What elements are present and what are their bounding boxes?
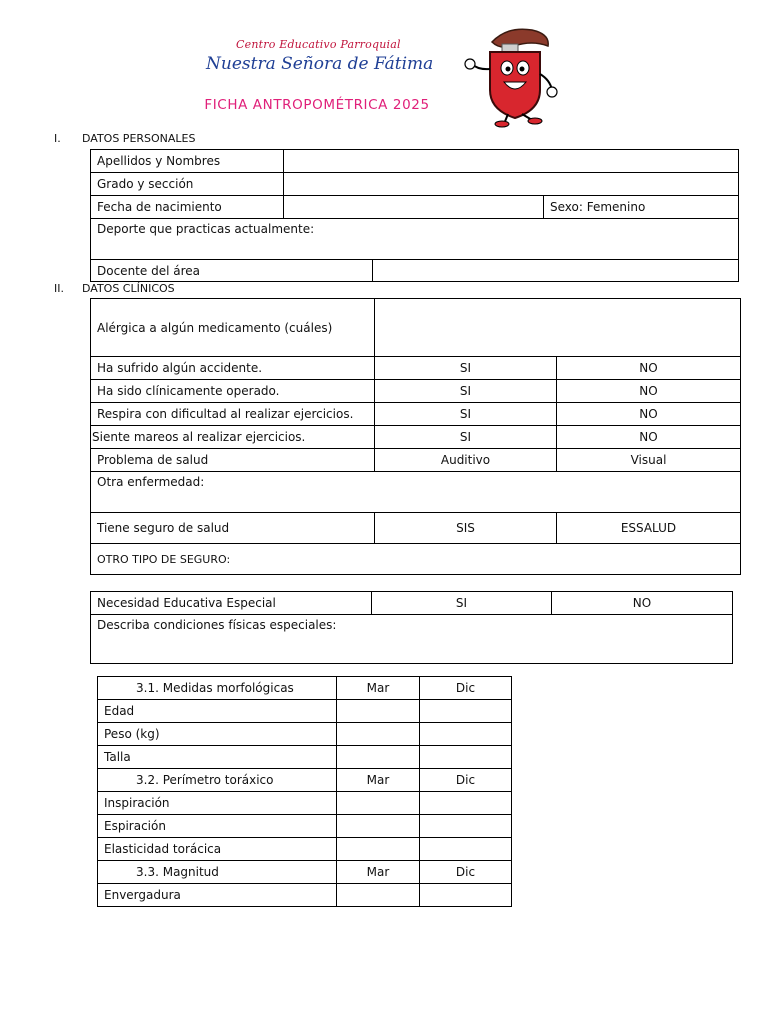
question-label: Problema de salud [91,449,375,472]
option-no[interactable]: NO [557,403,741,426]
option-si[interactable]: SI [375,426,557,449]
measure-label: Elasticidad torácica [98,838,337,861]
measure-mar-input[interactable] [337,815,420,838]
option-visual[interactable]: Visual [557,449,741,472]
measure-mar-input[interactable] [337,792,420,815]
col-dic: Dic [420,769,512,792]
col-mar: Mar [337,677,420,700]
option-essalud[interactable]: ESSALUD [557,513,741,544]
label-grado: Grado y sección [91,173,284,196]
option-si[interactable]: SI [375,380,557,403]
option-no[interactable]: NO [557,357,741,380]
measures-heading: 3.1. Medidas morfológicas [98,677,337,700]
question-label: Ha sido clínicamente operado. [91,380,375,403]
measure-dic-input[interactable] [420,700,512,723]
option-si[interactable]: SI [372,592,552,615]
measure-label: Envergadura [98,884,337,907]
input-fecha[interactable] [284,196,544,219]
measure-mar-input[interactable] [337,746,420,769]
measure-dic-input[interactable] [420,884,512,907]
input-grado[interactable] [284,173,739,196]
option-si[interactable]: SI [375,403,557,426]
label-alergia: Alérgica a algún medicamento (cuáles) [91,299,375,357]
measure-label: Inspiración [98,792,337,815]
measure-dic-input[interactable] [420,815,512,838]
measure-mar-input[interactable] [337,838,420,861]
option-no[interactable]: NO [552,592,733,615]
page-title: FICHA ANTROPOMÉTRICA 2025 [204,97,430,113]
school-name-line1: Centro Educativo Parroquial [236,38,401,51]
option-sis[interactable]: SIS [375,513,557,544]
section-1-number: I. [54,132,61,145]
question-label: Respira con dificultad al realizar ejercicios. [91,403,375,426]
nee-table [90,591,733,664]
measure-label: Talla [98,746,337,769]
section-2-title: DATOS CLÍNICOS [82,282,175,295]
label-fecha: Fecha de nacimiento [91,196,284,219]
question-label: Ha sufrido algún accidente. [91,357,375,380]
deporte-field[interactable]: Deporte que practicas actualmente: [91,219,739,260]
option-si[interactable]: SI [375,357,557,380]
clinical-data-table [90,298,741,575]
personal-data-table [90,149,739,260]
label-seguro: Tiene seguro de salud [91,513,375,544]
measure-label: Peso (kg) [98,723,337,746]
measure-dic-input[interactable] [420,746,512,769]
measures-heading: 3.3. Magnitud [98,861,337,884]
input-nombres[interactable] [284,150,739,173]
option-no[interactable]: NO [557,380,741,403]
condiciones-field[interactable]: Describa condiciones físicas especiales: [91,615,733,664]
option-auditivo[interactable]: Auditivo [375,449,557,472]
docente-table [90,259,739,282]
input-alergia[interactable] [375,299,741,357]
measure-label: Edad [98,700,337,723]
option-no[interactable]: NO [557,426,741,449]
measure-mar-input[interactable] [337,723,420,746]
otra-enfermedad-field[interactable]: Otra enfermedad: [91,472,741,513]
school-name-line2: Nuestra Señora de Fátima [206,54,434,74]
measures-table [97,676,512,907]
measure-mar-input[interactable] [337,700,420,723]
label-docente: Docente del área [91,260,373,282]
measure-dic-input[interactable] [420,838,512,861]
measure-dic-input[interactable] [420,723,512,746]
section-1-title: DATOS PERSONALES [82,132,196,145]
section-2-number: II. [54,282,64,295]
col-dic: Dic [420,677,512,700]
otro-seguro-field[interactable]: OTRO TIPO DE SEGURO: [91,544,741,575]
col-mar: Mar [337,769,420,792]
input-docente[interactable] [373,260,739,282]
question-label: Siente mareos al realizar ejercicios. [91,426,375,449]
measure-dic-input[interactable] [420,792,512,815]
sexo-value: Sexo: Femenino [544,196,739,219]
measure-mar-input[interactable] [337,884,420,907]
col-mar: Mar [337,861,420,884]
label-nee: Necesidad Educativa Especial [91,592,372,615]
col-dic: Dic [420,861,512,884]
measure-label: Espiración [98,815,337,838]
measures-heading: 3.2. Perímetro toráxico [98,769,337,792]
label-nombres: Apellidos y Nombres [91,150,284,173]
